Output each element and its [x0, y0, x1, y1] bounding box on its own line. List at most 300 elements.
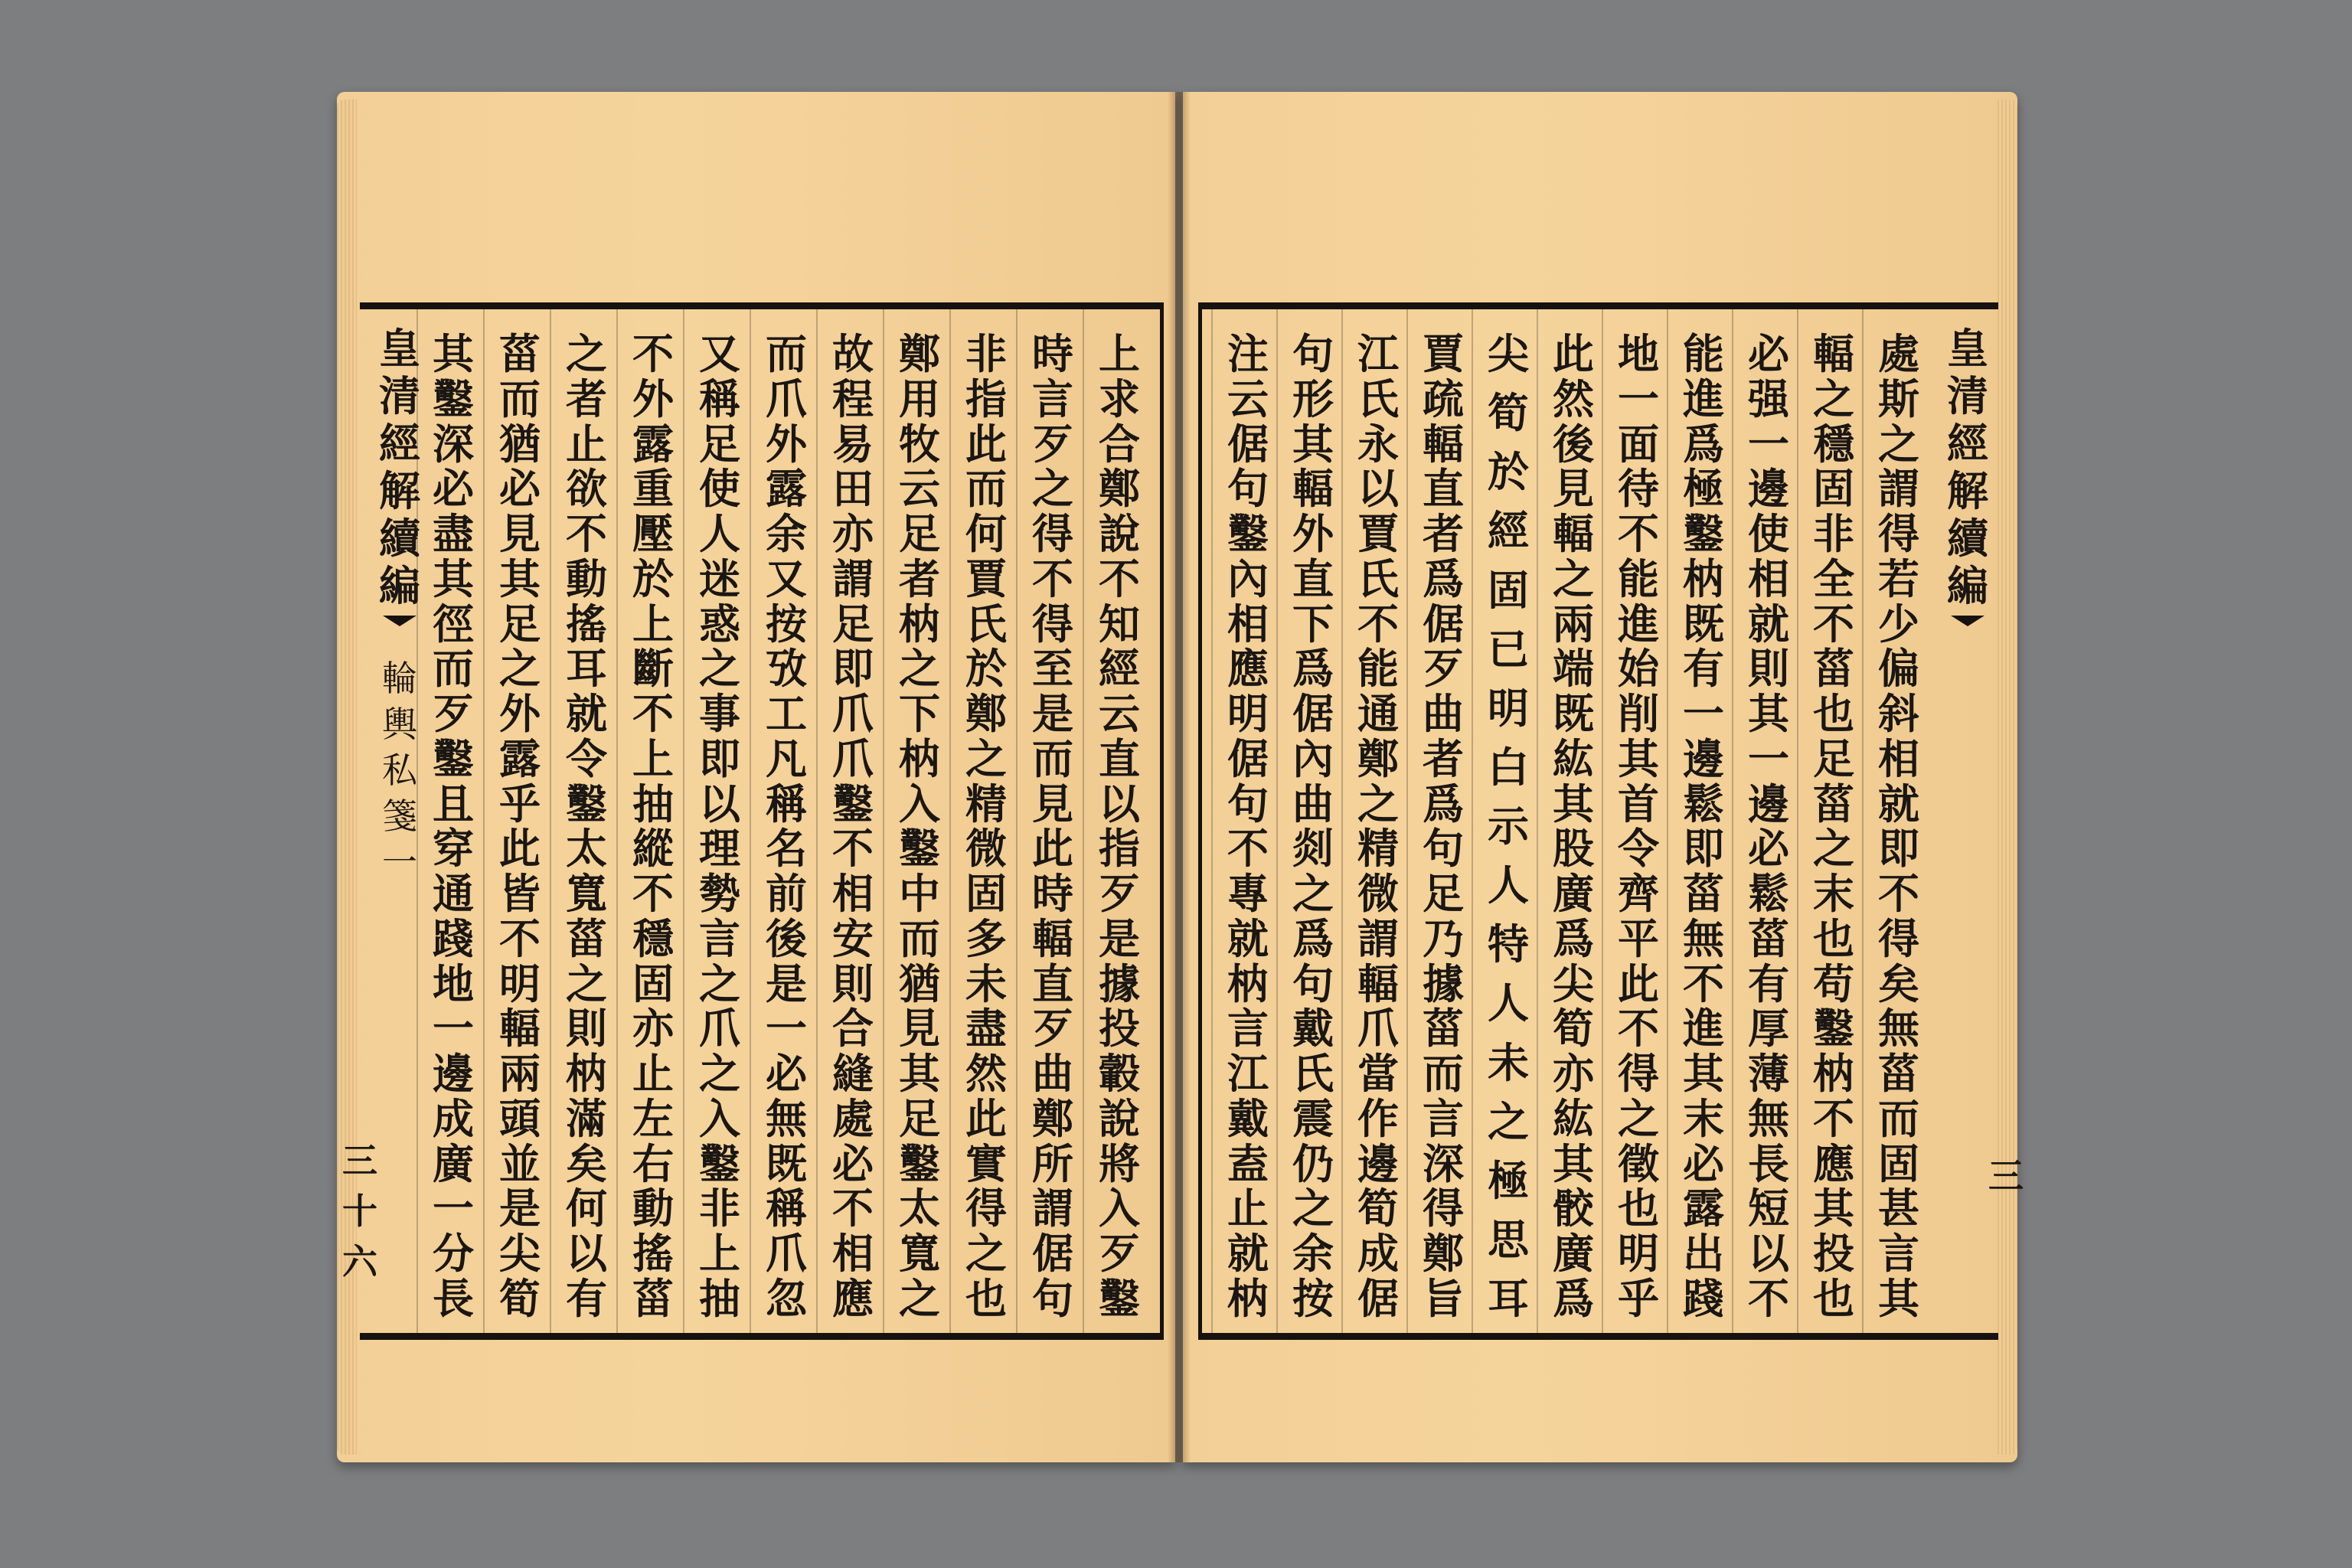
- column-char: 永: [1357, 419, 1399, 469]
- text-column: [1216, 329, 1280, 1323]
- column-char: 氏: [965, 599, 1007, 648]
- column-char: 固: [1878, 1138, 1919, 1188]
- fishtail-mark: [1951, 616, 1984, 626]
- column-char: 通: [1357, 689, 1399, 738]
- column-char: 其: [1748, 689, 1789, 738]
- column-char: 見: [1553, 464, 1594, 514]
- column-char: 枘: [899, 599, 940, 648]
- column-char: 深: [1423, 1138, 1464, 1188]
- column-char: 不: [566, 509, 607, 558]
- column-char: 名: [766, 824, 807, 874]
- column-char: 爲: [1553, 913, 1594, 963]
- column-char: 徑: [433, 599, 474, 648]
- column-char: 必: [1683, 1138, 1724, 1188]
- column-char: 之: [699, 644, 740, 694]
- column-char: 以: [566, 1229, 607, 1278]
- column-char: 程: [832, 374, 874, 423]
- column-char: 其: [1292, 419, 1334, 469]
- column-char: 時: [1032, 869, 1073, 918]
- column-char: 能: [1618, 554, 1659, 603]
- column-char: 鑿: [1813, 1004, 1854, 1054]
- column-char: 之: [566, 329, 607, 378]
- column-char: 此: [1032, 824, 1073, 874]
- column-char: 爪: [832, 689, 874, 738]
- column-char: 矣: [566, 1138, 607, 1188]
- column-char: 菑: [566, 913, 607, 963]
- column-char: 而: [499, 374, 541, 423]
- column-char: 菑: [1423, 1004, 1464, 1054]
- column-char: 一: [433, 1184, 474, 1233]
- folio-char: 三: [1988, 1155, 2024, 1197]
- column-char: 直: [1292, 554, 1334, 603]
- column-char: 鄭: [1032, 1093, 1073, 1143]
- column-char: 頭: [499, 1093, 541, 1143]
- column-char: 兩: [499, 1049, 541, 1098]
- column-char: 是: [499, 1184, 541, 1233]
- column-char: 廣: [1553, 869, 1594, 918]
- column-char: 於: [1488, 447, 1529, 497]
- column-char: 露: [1683, 1184, 1724, 1233]
- column-char: 思: [1488, 1214, 1529, 1264]
- folio-char: 三: [342, 1140, 377, 1181]
- column-char: 微: [965, 824, 1007, 874]
- column-char: 紘: [1553, 733, 1594, 783]
- column-char: 斯: [1878, 374, 1919, 423]
- column-char: 邊: [433, 1049, 474, 1098]
- column-char: 人: [1488, 861, 1529, 910]
- column-char: 處: [832, 1093, 874, 1143]
- column-char: 戴: [1227, 1093, 1269, 1143]
- column-char: 鑿: [1099, 1273, 1140, 1323]
- column-char: 歹: [1032, 1004, 1073, 1054]
- column-char: 也: [1813, 689, 1854, 738]
- column-char: 賈: [1423, 329, 1464, 378]
- column-char: 欲: [566, 464, 607, 514]
- column-char: 足: [699, 419, 740, 469]
- column-char: 尖: [499, 1229, 541, 1278]
- column-char: 已: [1488, 624, 1529, 674]
- column-char: 輻: [1032, 913, 1073, 963]
- column-char: 求: [1099, 374, 1140, 423]
- column-char: 無: [766, 1093, 807, 1143]
- column-char: 此: [1553, 329, 1594, 378]
- column-char: 稱: [766, 1184, 807, 1233]
- column-char: 鑿: [899, 824, 940, 874]
- column-char: 抽: [632, 779, 674, 828]
- column-char: 使: [699, 464, 740, 514]
- column-char: 足: [832, 599, 874, 648]
- margin-subtitle-char: 輿: [382, 704, 417, 745]
- column-char: 入: [699, 1093, 740, 1143]
- column-char: 應: [832, 1273, 874, 1323]
- column-char: 寬: [566, 869, 607, 918]
- column-char: 說: [1099, 509, 1140, 558]
- column-char: 特: [1488, 920, 1529, 969]
- column-char: 不: [1099, 554, 1140, 603]
- column-char: 筍: [1488, 388, 1529, 438]
- column-char: 斜: [1878, 689, 1919, 738]
- column-char: 鑿: [566, 779, 607, 828]
- text-column: [821, 329, 885, 1323]
- column-char: 倨: [1292, 689, 1334, 738]
- column-char: 應: [1227, 644, 1269, 694]
- column-char: 當: [1357, 1049, 1399, 1098]
- column-char: 露: [499, 733, 541, 783]
- column-char: 云: [1099, 689, 1140, 738]
- column-char: 必: [766, 1049, 807, 1098]
- text-column: [954, 329, 1018, 1323]
- column-char: 鑿: [899, 1138, 940, 1188]
- column-char: 入: [1099, 1184, 1140, 1233]
- column-char: 歹: [1099, 1229, 1140, 1278]
- column-char: 亦: [832, 509, 874, 558]
- column-char: 之: [1618, 1093, 1659, 1143]
- column-char: 即: [1878, 824, 1919, 874]
- column-char: 其: [1878, 1273, 1919, 1323]
- text-column: [488, 329, 552, 1323]
- column-char: 直: [1099, 733, 1140, 783]
- margin-title-char: 清: [379, 371, 420, 420]
- column-char: 不: [1878, 869, 1919, 918]
- column-char: 見: [899, 1004, 940, 1054]
- column-char: 何: [566, 1184, 607, 1233]
- column-char: 就: [1227, 913, 1269, 963]
- column-char: 之: [1813, 824, 1854, 874]
- column-char: 江: [1357, 329, 1399, 378]
- column-char: 者: [899, 554, 940, 603]
- column-char: 句: [1227, 464, 1269, 514]
- column-char: 踐: [1683, 1273, 1724, 1323]
- column-char: 非: [965, 329, 1007, 378]
- column-char: 筍: [1553, 1004, 1594, 1054]
- column-char: 即: [1683, 824, 1724, 874]
- left-text-frame: [360, 302, 1164, 1340]
- column-char: 使: [1748, 509, 1789, 558]
- column-char: 耳: [1488, 1274, 1529, 1323]
- column-char: 菑: [499, 329, 541, 378]
- column-char: 端: [1553, 644, 1594, 694]
- column-char: 於: [632, 554, 674, 603]
- column-char: 既: [766, 1138, 807, 1188]
- column-char: 上: [632, 733, 674, 783]
- column-char: 其: [1553, 1138, 1594, 1188]
- column-char: 爲: [1423, 779, 1464, 828]
- column-char: 輻: [1813, 329, 1854, 378]
- column-char: 紘: [1553, 1093, 1594, 1143]
- column-char: 相: [1227, 599, 1269, 648]
- column-char: 齊: [1618, 869, 1659, 918]
- text-column: [1606, 329, 1671, 1323]
- column-char: 之: [899, 644, 940, 694]
- column-char: 事: [699, 689, 740, 738]
- column-char: 也: [1813, 913, 1854, 963]
- column-char: 易: [832, 419, 874, 469]
- column-char: 曲: [1292, 779, 1334, 828]
- column-char: 皆: [499, 869, 541, 918]
- column-char: 一: [766, 1004, 807, 1054]
- column-char: 無: [1878, 1004, 1919, 1054]
- column-char: 經: [1099, 644, 1140, 694]
- text-column: [1541, 329, 1606, 1323]
- right-page-edges: [1998, 100, 2017, 1455]
- column-char: 相: [832, 1229, 874, 1278]
- column-char: 若: [1878, 554, 1919, 603]
- column-char: 又: [699, 329, 740, 378]
- column-char: 爲: [1292, 644, 1334, 694]
- column-char: 外: [1292, 509, 1334, 558]
- column-char: 則: [832, 959, 874, 1008]
- column-char: 其: [1618, 733, 1659, 783]
- column-char: 爲: [1553, 1273, 1594, 1323]
- column-char: 太: [566, 824, 607, 874]
- column-char: 則: [1748, 644, 1789, 694]
- column-char: 也: [965, 1273, 1007, 1323]
- column-char: 足: [899, 1093, 940, 1143]
- column-char: 然: [965, 1049, 1007, 1098]
- column-char: 見: [499, 509, 541, 558]
- margin-title-char: 續: [1947, 514, 1988, 563]
- column-rule: [1211, 309, 1213, 1333]
- text-column: [1671, 329, 1736, 1323]
- column-char: 其: [433, 554, 474, 603]
- column-char: 露: [632, 419, 674, 469]
- column-char: 不: [832, 824, 874, 874]
- column-char: 爪: [699, 1004, 740, 1054]
- column-char: 不: [832, 1184, 874, 1233]
- column-char: 謂: [1357, 913, 1399, 963]
- column-char: 令: [1618, 824, 1659, 874]
- column-char: 露: [766, 464, 807, 514]
- column-char: 鬆: [1683, 779, 1724, 828]
- column-char: 輻: [1357, 959, 1399, 1008]
- column-char: 動: [566, 554, 607, 603]
- column-char: 不: [1357, 599, 1399, 648]
- column-char: 必: [499, 464, 541, 514]
- column-char: 歹: [433, 689, 474, 738]
- column-char: 不: [1227, 824, 1269, 874]
- column-char: 作: [1357, 1093, 1399, 1143]
- text-column: [554, 329, 619, 1323]
- column-char: 氏: [1357, 374, 1399, 423]
- margin-title-char: 清: [1947, 371, 1988, 420]
- column-char: 江: [1227, 1049, 1269, 1098]
- column-char: 倨: [1227, 733, 1269, 783]
- column-char: 而: [965, 464, 1007, 514]
- column-char: 之: [899, 1273, 940, 1323]
- column-char: 平: [1618, 913, 1659, 963]
- column-char: 菑: [1683, 869, 1724, 918]
- column-char: 出: [1683, 1229, 1724, 1278]
- column-char: 鑿: [433, 374, 474, 423]
- column-char: 合: [1099, 419, 1140, 469]
- column-char: 稱: [766, 779, 807, 828]
- column-char: 鄭: [965, 689, 1007, 738]
- column-char: 搖: [566, 599, 607, 648]
- column-char: 外: [632, 374, 674, 423]
- column-char: 按: [766, 599, 807, 648]
- column-char: 就: [566, 689, 607, 738]
- column-char: 之: [965, 1229, 1007, 1278]
- column-char: 不: [1748, 1273, 1789, 1323]
- column-char: 理: [699, 824, 740, 874]
- column-char: 鄭: [1423, 1229, 1464, 1278]
- column-char: 明: [1488, 683, 1529, 733]
- column-char: 非: [699, 1184, 740, 1233]
- column-char: 足: [1423, 869, 1464, 918]
- column-char: 惑: [699, 599, 740, 648]
- margin-title-char: 編: [379, 561, 420, 610]
- column-char: 滿: [566, 1093, 607, 1143]
- column-char: 鄭: [1099, 464, 1140, 514]
- column-char: 抽: [699, 1273, 740, 1323]
- column-char: 不: [499, 913, 541, 963]
- column-char: 厚: [1748, 1004, 1789, 1054]
- column-char: 句: [1423, 824, 1464, 874]
- column-char: 邊: [1748, 464, 1789, 514]
- column-char: 進: [1683, 374, 1724, 423]
- column-char: 形: [1292, 374, 1334, 423]
- column-char: 爪: [766, 1229, 807, 1278]
- column-char: 言: [1423, 1093, 1464, 1143]
- column-char: 末: [1683, 1093, 1724, 1143]
- column-char: 極: [1488, 1155, 1529, 1205]
- column-char: 也: [1618, 1184, 1659, 1233]
- column-char: 之: [1292, 1184, 1334, 1233]
- column-char: 進: [1618, 599, 1659, 648]
- margin-title-char: 經: [1947, 419, 1988, 468]
- column-char: 得: [1032, 509, 1073, 558]
- column-char: 倨: [1032, 1229, 1073, 1278]
- column-char: 短: [1748, 1184, 1789, 1233]
- column-char: 經: [1488, 506, 1529, 556]
- text-column: [1411, 329, 1475, 1323]
- column-char: 寬: [899, 1229, 940, 1278]
- column-char: 說: [1099, 1093, 1140, 1143]
- column-char: 人: [1488, 978, 1529, 1028]
- column-char: 有: [566, 1273, 607, 1323]
- column-char: 縱: [632, 824, 674, 874]
- column-char: 之: [965, 733, 1007, 783]
- column-char: 句: [1032, 1273, 1073, 1323]
- column-char: 地: [433, 959, 474, 1008]
- column-char: 安: [832, 913, 874, 963]
- column-char: 薄: [1748, 1049, 1789, 1098]
- column-char: 固: [1813, 464, 1854, 514]
- column-char: 穩: [632, 913, 674, 963]
- column-char: 至: [1032, 644, 1073, 694]
- column-char: 下: [899, 689, 940, 738]
- column-char: 以: [1099, 779, 1140, 828]
- column-char: 示: [1488, 802, 1529, 851]
- column-char: 於: [965, 644, 1007, 694]
- column-char: 之: [1878, 419, 1919, 469]
- column-char: 鬆: [1748, 869, 1789, 918]
- column-char: 鑿: [1227, 509, 1269, 558]
- column-char: 應: [1813, 1138, 1854, 1188]
- column-char: 戴: [1292, 1004, 1334, 1054]
- column-char: 歹: [1032, 419, 1073, 469]
- column-char: 倨: [1227, 419, 1269, 469]
- column-char: 菑: [1748, 913, 1789, 963]
- column-char: 而: [1423, 1049, 1464, 1098]
- column-char: 不: [1813, 1093, 1854, 1143]
- column-char: 必: [1748, 824, 1789, 874]
- column-char: 之: [1553, 554, 1594, 603]
- column-char: 尖: [1553, 959, 1594, 1008]
- text-column: [1281, 329, 1345, 1323]
- column-char: 不: [632, 329, 674, 378]
- column-char: 其: [499, 554, 541, 603]
- column-char: 乎: [1618, 1273, 1659, 1323]
- column-char: 一: [1748, 419, 1789, 469]
- column-char: 爲: [1292, 913, 1334, 963]
- margin-title-char: 皇: [1947, 324, 1988, 373]
- left-page: [337, 92, 1175, 1462]
- column-char: 不: [1618, 509, 1659, 558]
- column-char: 震: [1292, 1093, 1334, 1143]
- column-char: 曲: [1032, 1049, 1073, 1098]
- column-char: 得: [1423, 1184, 1464, 1233]
- column-char: 得: [1878, 913, 1919, 963]
- column-char: 下: [1292, 599, 1334, 648]
- column-char: 據: [1099, 959, 1140, 1008]
- column-char: 輻: [499, 1004, 541, 1054]
- column-char: 前: [766, 869, 807, 918]
- column-char: 人: [699, 509, 740, 558]
- column-char: 始: [1618, 644, 1659, 694]
- column-char: 言: [699, 913, 740, 963]
- column-char: 外: [499, 689, 541, 738]
- column-char: 攷: [766, 644, 807, 694]
- column-char: 謂: [1878, 464, 1919, 514]
- column-char: 動: [632, 1184, 674, 1233]
- column-char: 能: [1683, 329, 1724, 378]
- column-char: 言: [1878, 1229, 1919, 1278]
- column-char: 骹: [1553, 1184, 1594, 1233]
- column-char: 面: [1618, 419, 1659, 469]
- column-char: 句: [1227, 779, 1269, 828]
- column-char: 之: [1032, 464, 1073, 514]
- column-char: 耳: [566, 644, 607, 694]
- column-char: 歹: [1099, 869, 1140, 918]
- column-char: 筍: [1357, 1184, 1399, 1233]
- column-char: 菑: [1813, 644, 1854, 694]
- column-char: 明: [499, 959, 541, 1008]
- column-char: 歹: [1423, 644, 1464, 694]
- column-char: 偏: [1878, 644, 1919, 694]
- column-char: 止: [632, 1049, 674, 1098]
- column-char: 不: [1618, 1004, 1659, 1054]
- column-char: 工: [766, 689, 807, 738]
- column-char: 而: [766, 329, 807, 378]
- text-column: [1346, 329, 1410, 1323]
- column-char: 鑿: [699, 1138, 740, 1188]
- column-char: 分: [433, 1229, 474, 1278]
- column-char: 得: [965, 1184, 1007, 1233]
- column-char: 此: [499, 824, 541, 874]
- column-char: 以: [1357, 464, 1399, 514]
- column-char: 末: [1813, 869, 1854, 918]
- column-char: 不: [632, 869, 674, 918]
- column-char: 得: [1878, 509, 1919, 558]
- column-char: 菑: [1813, 779, 1854, 828]
- column-char: 乃: [1423, 913, 1464, 963]
- column-char: 之: [1813, 374, 1854, 423]
- column-char: 內: [1292, 733, 1334, 783]
- column-char: 股: [1553, 824, 1594, 874]
- column-char: 筍: [499, 1273, 541, 1323]
- right-page: [1183, 92, 2017, 1462]
